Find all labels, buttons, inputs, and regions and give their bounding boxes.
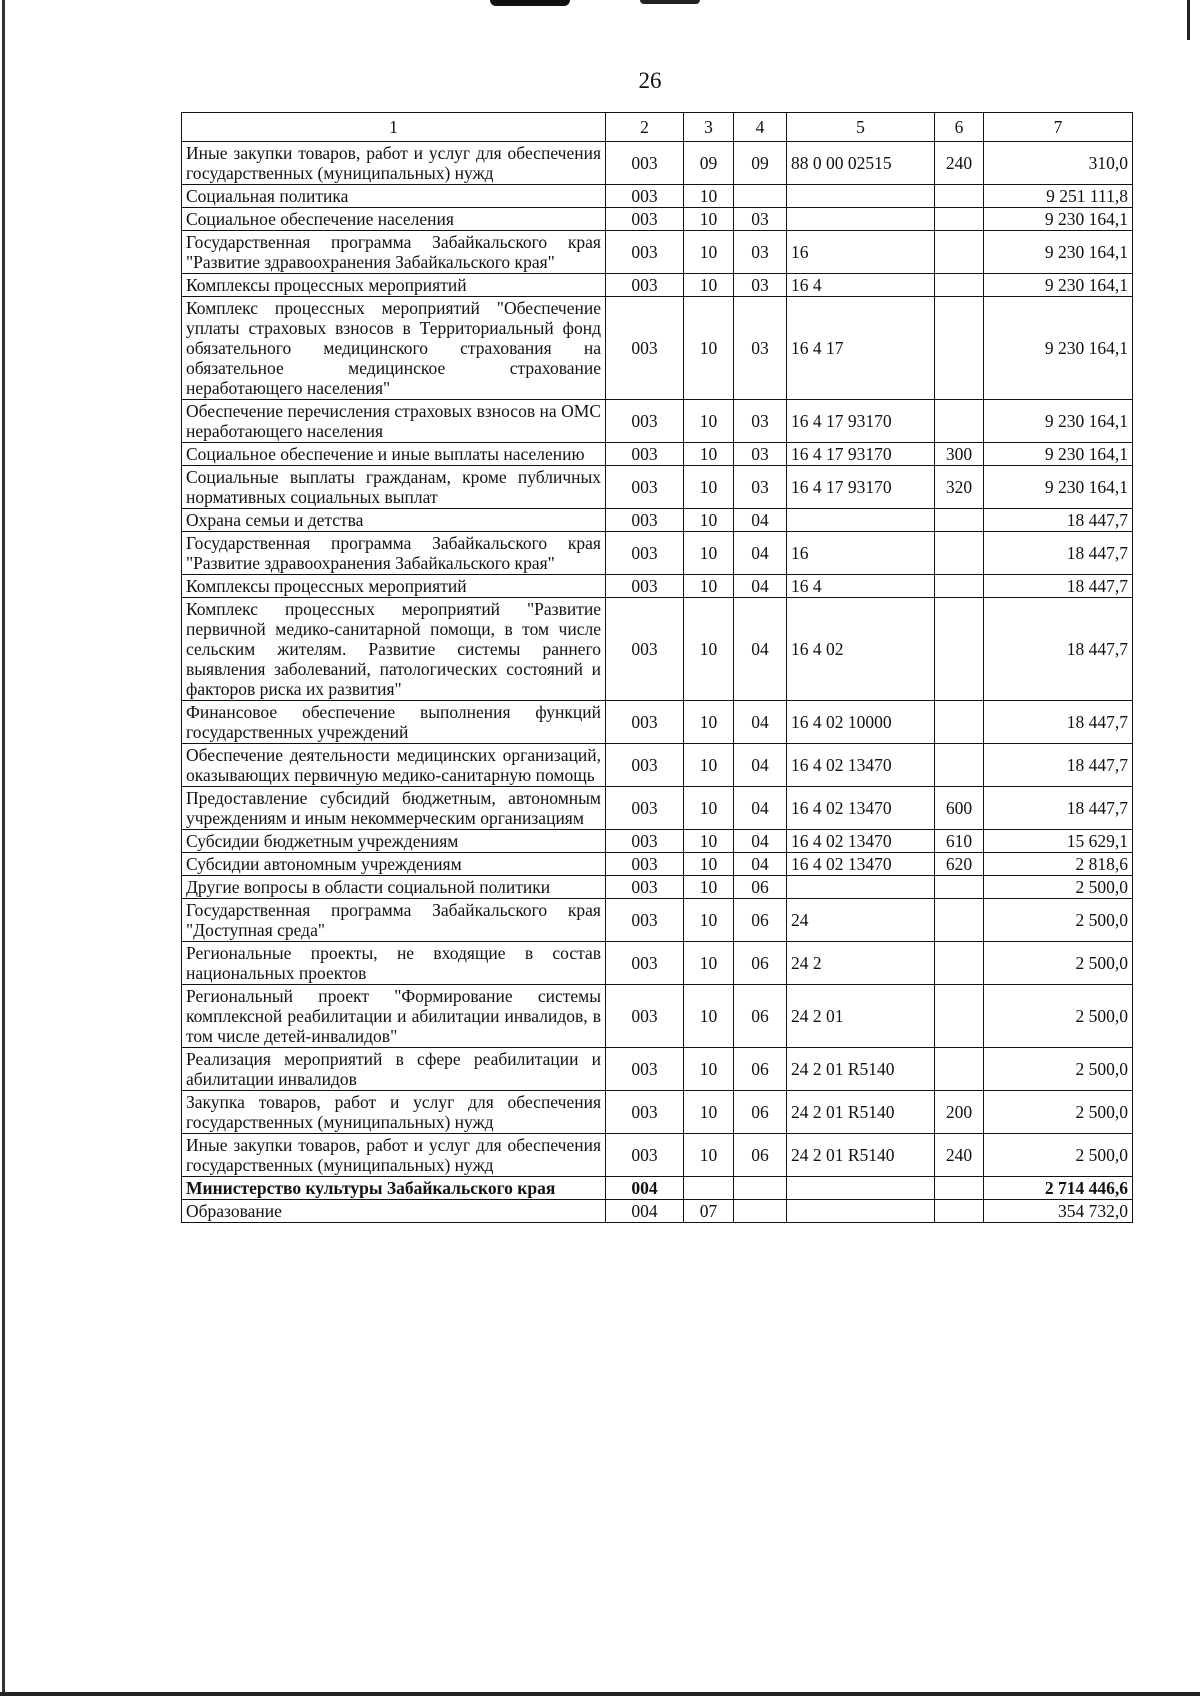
row-subsection: 04 bbox=[734, 532, 787, 575]
row-section: 10 bbox=[684, 466, 734, 509]
row-section: 10 bbox=[684, 297, 734, 400]
row-admin-code: 003 bbox=[606, 532, 684, 575]
row-admin-code: 003 bbox=[606, 142, 684, 185]
row-amount: 354 732,0 bbox=[984, 1200, 1133, 1223]
header-col-7: 7 bbox=[984, 113, 1133, 142]
row-name: Обеспечение перечисления страховых взносов на ОМС неработающего населения bbox=[182, 400, 606, 443]
row-section: 10 bbox=[684, 443, 734, 466]
table-row bbox=[182, 208, 1133, 231]
row-name: Социальная политика bbox=[182, 185, 606, 208]
row-target-article: 16 4 02 bbox=[787, 598, 935, 701]
row-section: 10 bbox=[684, 876, 734, 899]
row-section: 10 bbox=[684, 1048, 734, 1091]
row-admin-code: 003 bbox=[606, 231, 684, 274]
row-name: Реализация мероприятий в сфере реабилитации и абилитации инвалидов bbox=[182, 1048, 606, 1091]
scan-edge-bottom bbox=[0, 1692, 1200, 1696]
row-target-article: 24 bbox=[787, 899, 935, 942]
row-target-article bbox=[787, 876, 935, 899]
row-subsection: 06 bbox=[734, 899, 787, 942]
table-row bbox=[182, 231, 1133, 274]
row-expense-type bbox=[935, 942, 984, 985]
row-amount: 9 230 164,1 bbox=[984, 443, 1133, 466]
row-section: 10 bbox=[684, 1091, 734, 1134]
row-target-article: 16 4 02 13470 bbox=[787, 744, 935, 787]
table-row bbox=[182, 297, 1133, 400]
row-name: Комплекс процессных мероприятий "Развитие первичной медико-санитарной помощи, в том числе сельским жителям. Развитие системы раннего выявления заболеваний, патологических состояний и факторов риска их развития" bbox=[182, 598, 606, 701]
row-amount: 9 230 164,1 bbox=[984, 231, 1133, 274]
row-target-article: 16 4 17 93170 bbox=[787, 400, 935, 443]
scan-edge-left bbox=[2, 0, 5, 1696]
row-section: 10 bbox=[684, 274, 734, 297]
row-admin-code: 003 bbox=[606, 509, 684, 532]
row-target-article: 16 4 17 93170 bbox=[787, 443, 935, 466]
row-target-article bbox=[787, 185, 935, 208]
row-expense-type: 300 bbox=[935, 443, 984, 466]
row-section: 10 bbox=[684, 400, 734, 443]
row-subsection: 04 bbox=[734, 830, 787, 853]
row-subsection: 03 bbox=[734, 443, 787, 466]
row-amount: 9 251 111,8 bbox=[984, 185, 1133, 208]
row-admin-code: 003 bbox=[606, 744, 684, 787]
row-amount: 2 500,0 bbox=[984, 985, 1133, 1048]
row-target-article: 24 2 bbox=[787, 942, 935, 985]
row-name: Социальные выплаты гражданам, кроме публичных нормативных социальных выплат bbox=[182, 466, 606, 509]
row-target-article: 16 4 bbox=[787, 575, 935, 598]
row-amount: 9 230 164,1 bbox=[984, 208, 1133, 231]
table-row bbox=[182, 532, 1133, 575]
page-number: 26 bbox=[638, 68, 662, 93]
row-amount: 18 447,7 bbox=[984, 575, 1133, 598]
row-name: Комплексы процессных мероприятий bbox=[182, 274, 606, 297]
row-section: 10 bbox=[684, 509, 734, 532]
table-body bbox=[182, 142, 1133, 1223]
row-name: Другие вопросы в области социальной политики bbox=[182, 876, 606, 899]
header-col-5: 5 bbox=[787, 113, 935, 142]
row-amount: 2 714 446,6 bbox=[984, 1177, 1133, 1200]
row-name: Субсидии бюджетным учреждениям bbox=[182, 830, 606, 853]
row-subsection: 04 bbox=[734, 787, 787, 830]
table-row bbox=[182, 509, 1133, 532]
row-admin-code: 003 bbox=[606, 1091, 684, 1134]
row-expense-type: 200 bbox=[935, 1091, 984, 1134]
row-target-article: 24 2 01 bbox=[787, 985, 935, 1048]
budget-table bbox=[181, 112, 1133, 1223]
row-section: 10 bbox=[684, 185, 734, 208]
row-name: Иные закупки товаров, работ и услуг для обеспечения государственных (муниципальных) нужд bbox=[182, 1134, 606, 1177]
row-admin-code: 003 bbox=[606, 598, 684, 701]
row-amount: 18 447,7 bbox=[984, 744, 1133, 787]
table-row bbox=[182, 744, 1133, 787]
row-expense-type bbox=[935, 297, 984, 400]
row-section: 10 bbox=[684, 787, 734, 830]
row-subsection: 04 bbox=[734, 509, 787, 532]
scan-edge-right bbox=[1187, 0, 1190, 40]
row-name: Региональные проекты, не входящие в состав национальных проектов bbox=[182, 942, 606, 985]
row-admin-code: 003 bbox=[606, 942, 684, 985]
table-row bbox=[182, 598, 1133, 701]
row-amount: 9 230 164,1 bbox=[984, 297, 1133, 400]
row-expense-type bbox=[935, 701, 984, 744]
row-amount: 2 818,6 bbox=[984, 853, 1133, 876]
row-subsection: 03 bbox=[734, 231, 787, 274]
row-amount: 2 500,0 bbox=[984, 1048, 1133, 1091]
table-row bbox=[182, 1200, 1133, 1223]
row-amount: 18 447,7 bbox=[984, 787, 1133, 830]
row-section: 10 bbox=[684, 942, 734, 985]
row-name: Государственная программа Забайкальского края "Доступная среда" bbox=[182, 899, 606, 942]
row-section bbox=[684, 1177, 734, 1200]
row-subsection: 06 bbox=[734, 876, 787, 899]
row-subsection: 04 bbox=[734, 598, 787, 701]
row-name: Региональный проект "Формирование системы комплексной реабилитации и абилитации инвалидов, в том числе детей-инвалидов" bbox=[182, 985, 606, 1048]
row-subsection: 03 bbox=[734, 274, 787, 297]
table-row bbox=[182, 787, 1133, 830]
row-admin-code: 003 bbox=[606, 274, 684, 297]
row-subsection: 04 bbox=[734, 701, 787, 744]
row-name: Предоставление субсидий бюджетным, автономным учреждениям и иным некоммерческим организациям bbox=[182, 787, 606, 830]
row-section: 10 bbox=[684, 231, 734, 274]
row-subsection: 09 bbox=[734, 142, 787, 185]
row-expense-type bbox=[935, 231, 984, 274]
row-expense-type bbox=[935, 985, 984, 1048]
row-target-article bbox=[787, 1200, 935, 1223]
row-expense-type bbox=[935, 899, 984, 942]
row-expense-type: 620 bbox=[935, 853, 984, 876]
row-subsection: 06 bbox=[734, 1048, 787, 1091]
row-subsection: 06 bbox=[734, 985, 787, 1048]
row-target-article: 16 4 02 10000 bbox=[787, 701, 935, 744]
row-amount: 2 500,0 bbox=[984, 876, 1133, 899]
row-target-article: 16 4 02 13470 bbox=[787, 787, 935, 830]
row-subsection bbox=[734, 1200, 787, 1223]
row-target-article: 16 4 17 93170 bbox=[787, 466, 935, 509]
row-name: Образование bbox=[182, 1200, 606, 1223]
row-subsection: 03 bbox=[734, 297, 787, 400]
row-expense-type: 320 bbox=[935, 466, 984, 509]
row-admin-code: 004 bbox=[606, 1177, 684, 1200]
row-expense-type bbox=[935, 876, 984, 899]
row-name: Социальное обеспечение и иные выплаты населению bbox=[182, 443, 606, 466]
row-expense-type bbox=[935, 208, 984, 231]
row-admin-code: 003 bbox=[606, 1048, 684, 1091]
row-target-article: 16 4 02 13470 bbox=[787, 853, 935, 876]
row-expense-type bbox=[935, 575, 984, 598]
row-section: 10 bbox=[684, 744, 734, 787]
scan-artifact-top bbox=[490, 0, 570, 6]
row-section: 10 bbox=[684, 853, 734, 876]
row-admin-code: 003 bbox=[606, 575, 684, 598]
row-target-article: 88 0 00 02515 bbox=[787, 142, 935, 185]
row-target-article: 24 2 01 R5140 bbox=[787, 1091, 935, 1134]
row-subsection: 04 bbox=[734, 575, 787, 598]
row-name: Иные закупки товаров, работ и услуг для обеспечения государственных (муниципальных) нужд bbox=[182, 142, 606, 185]
table-row bbox=[182, 853, 1133, 876]
row-subsection: 03 bbox=[734, 208, 787, 231]
row-subsection: 06 bbox=[734, 1091, 787, 1134]
row-expense-type: 610 bbox=[935, 830, 984, 853]
row-admin-code: 003 bbox=[606, 830, 684, 853]
row-subsection bbox=[734, 1177, 787, 1200]
table-row bbox=[182, 942, 1133, 985]
row-target-article: 24 2 01 R5140 bbox=[787, 1134, 935, 1177]
row-admin-code: 003 bbox=[606, 297, 684, 400]
row-admin-code: 003 bbox=[606, 985, 684, 1048]
row-admin-code: 004 bbox=[606, 1200, 684, 1223]
row-section: 10 bbox=[684, 701, 734, 744]
row-subsection: 06 bbox=[734, 942, 787, 985]
row-expense-type bbox=[935, 400, 984, 443]
row-amount: 15 629,1 bbox=[984, 830, 1133, 853]
row-name: Обеспечение деятельности медицинских организаций, оказывающих первичную медико-санитарную помощь bbox=[182, 744, 606, 787]
scan-artifact-top-2 bbox=[640, 0, 700, 4]
table-row bbox=[182, 443, 1133, 466]
row-admin-code: 003 bbox=[606, 466, 684, 509]
table-row bbox=[182, 830, 1133, 853]
row-name: Государственная программа Забайкальского края "Развитие здравоохранения Забайкальского края" bbox=[182, 532, 606, 575]
table-row bbox=[182, 1134, 1133, 1177]
row-amount: 9 230 164,1 bbox=[984, 466, 1133, 509]
row-admin-code: 003 bbox=[606, 443, 684, 466]
row-amount: 310,0 bbox=[984, 142, 1133, 185]
row-subsection: 03 bbox=[734, 466, 787, 509]
row-target-article: 16 bbox=[787, 532, 935, 575]
row-subsection: 03 bbox=[734, 400, 787, 443]
row-section: 10 bbox=[684, 830, 734, 853]
row-section: 10 bbox=[684, 208, 734, 231]
row-name: Финансовое обеспечение выполнения функций государственных учреждений bbox=[182, 701, 606, 744]
row-expense-type bbox=[935, 532, 984, 575]
row-section: 10 bbox=[684, 985, 734, 1048]
table-row bbox=[182, 185, 1133, 208]
row-amount: 2 500,0 bbox=[984, 942, 1133, 985]
row-admin-code: 003 bbox=[606, 899, 684, 942]
row-expense-type: 240 bbox=[935, 1134, 984, 1177]
row-section: 10 bbox=[684, 532, 734, 575]
row-amount: 2 500,0 bbox=[984, 1134, 1133, 1177]
row-target-article bbox=[787, 1177, 935, 1200]
row-target-article: 16 4 bbox=[787, 274, 935, 297]
header-col-3: 3 bbox=[684, 113, 734, 142]
row-name: Министерство культуры Забайкальского края bbox=[182, 1177, 606, 1200]
row-subsection bbox=[734, 185, 787, 208]
row-section: 10 bbox=[684, 899, 734, 942]
row-admin-code: 003 bbox=[606, 876, 684, 899]
row-admin-code: 003 bbox=[606, 701, 684, 744]
row-target-article bbox=[787, 208, 935, 231]
row-expense-type bbox=[935, 274, 984, 297]
row-amount: 18 447,7 bbox=[984, 701, 1133, 744]
row-section: 10 bbox=[684, 598, 734, 701]
row-admin-code: 003 bbox=[606, 185, 684, 208]
row-expense-type bbox=[935, 185, 984, 208]
row-amount: 2 500,0 bbox=[984, 899, 1133, 942]
row-subsection: 04 bbox=[734, 853, 787, 876]
row-name: Государственная программа Забайкальского края "Развитие здравоохранения Забайкальского края" bbox=[182, 231, 606, 274]
row-name: Закупка товаров, работ и услуг для обеспечения государственных (муниципальных) нужд bbox=[182, 1091, 606, 1134]
table-row bbox=[182, 142, 1133, 185]
row-expense-type: 240 bbox=[935, 142, 984, 185]
row-name: Социальное обеспечение населения bbox=[182, 208, 606, 231]
table-row bbox=[182, 274, 1133, 297]
table-row bbox=[182, 1048, 1133, 1091]
table-row bbox=[182, 575, 1133, 598]
row-amount: 18 447,7 bbox=[984, 532, 1133, 575]
row-expense-type bbox=[935, 1048, 984, 1091]
row-admin-code: 003 bbox=[606, 400, 684, 443]
row-admin-code: 003 bbox=[606, 1134, 684, 1177]
table-row bbox=[182, 876, 1133, 899]
row-admin-code: 003 bbox=[606, 787, 684, 830]
row-section: 10 bbox=[684, 1134, 734, 1177]
header-col-1: 1 bbox=[182, 113, 606, 142]
row-section: 09 bbox=[684, 142, 734, 185]
table-row bbox=[182, 1091, 1133, 1134]
row-amount: 18 447,7 bbox=[984, 598, 1133, 701]
table-row bbox=[182, 400, 1133, 443]
row-amount: 2 500,0 bbox=[984, 1091, 1133, 1134]
row-expense-type bbox=[935, 1177, 984, 1200]
row-amount: 9 230 164,1 bbox=[984, 274, 1133, 297]
row-amount: 18 447,7 bbox=[984, 509, 1133, 532]
row-expense-type: 600 bbox=[935, 787, 984, 830]
row-admin-code: 003 bbox=[606, 208, 684, 231]
row-section: 10 bbox=[684, 575, 734, 598]
table-row bbox=[182, 701, 1133, 744]
row-admin-code: 003 bbox=[606, 853, 684, 876]
row-target-article: 16 4 17 bbox=[787, 297, 935, 400]
row-expense-type bbox=[935, 1200, 984, 1223]
row-target-article: 24 2 01 R5140 bbox=[787, 1048, 935, 1091]
table-row bbox=[182, 1177, 1133, 1200]
header-col-2: 2 bbox=[606, 113, 684, 142]
table-row bbox=[182, 466, 1133, 509]
row-name: Комплекс процессных мероприятий "Обеспечение уплаты страховых взносов в Территориальный фонд обязательного медицинского страхования на обязательное медицинское страхование неработающего населения" bbox=[182, 297, 606, 400]
row-expense-type bbox=[935, 598, 984, 701]
row-amount: 9 230 164,1 bbox=[984, 400, 1133, 443]
row-name: Охрана семьи и детства bbox=[182, 509, 606, 532]
row-subsection: 04 bbox=[734, 744, 787, 787]
row-target-article bbox=[787, 509, 935, 532]
row-name: Субсидии автономным учреждениям bbox=[182, 853, 606, 876]
header-row bbox=[182, 113, 1133, 142]
row-expense-type bbox=[935, 744, 984, 787]
row-expense-type bbox=[935, 509, 984, 532]
header-col-6: 6 bbox=[935, 113, 984, 142]
row-subsection: 06 bbox=[734, 1134, 787, 1177]
row-section: 07 bbox=[684, 1200, 734, 1223]
row-target-article: 16 bbox=[787, 231, 935, 274]
row-target-article: 16 4 02 13470 bbox=[787, 830, 935, 853]
table-row bbox=[182, 985, 1133, 1048]
table-row bbox=[182, 899, 1133, 942]
header-col-4: 4 bbox=[734, 113, 787, 142]
row-name: Комплексы процессных мероприятий bbox=[182, 575, 606, 598]
